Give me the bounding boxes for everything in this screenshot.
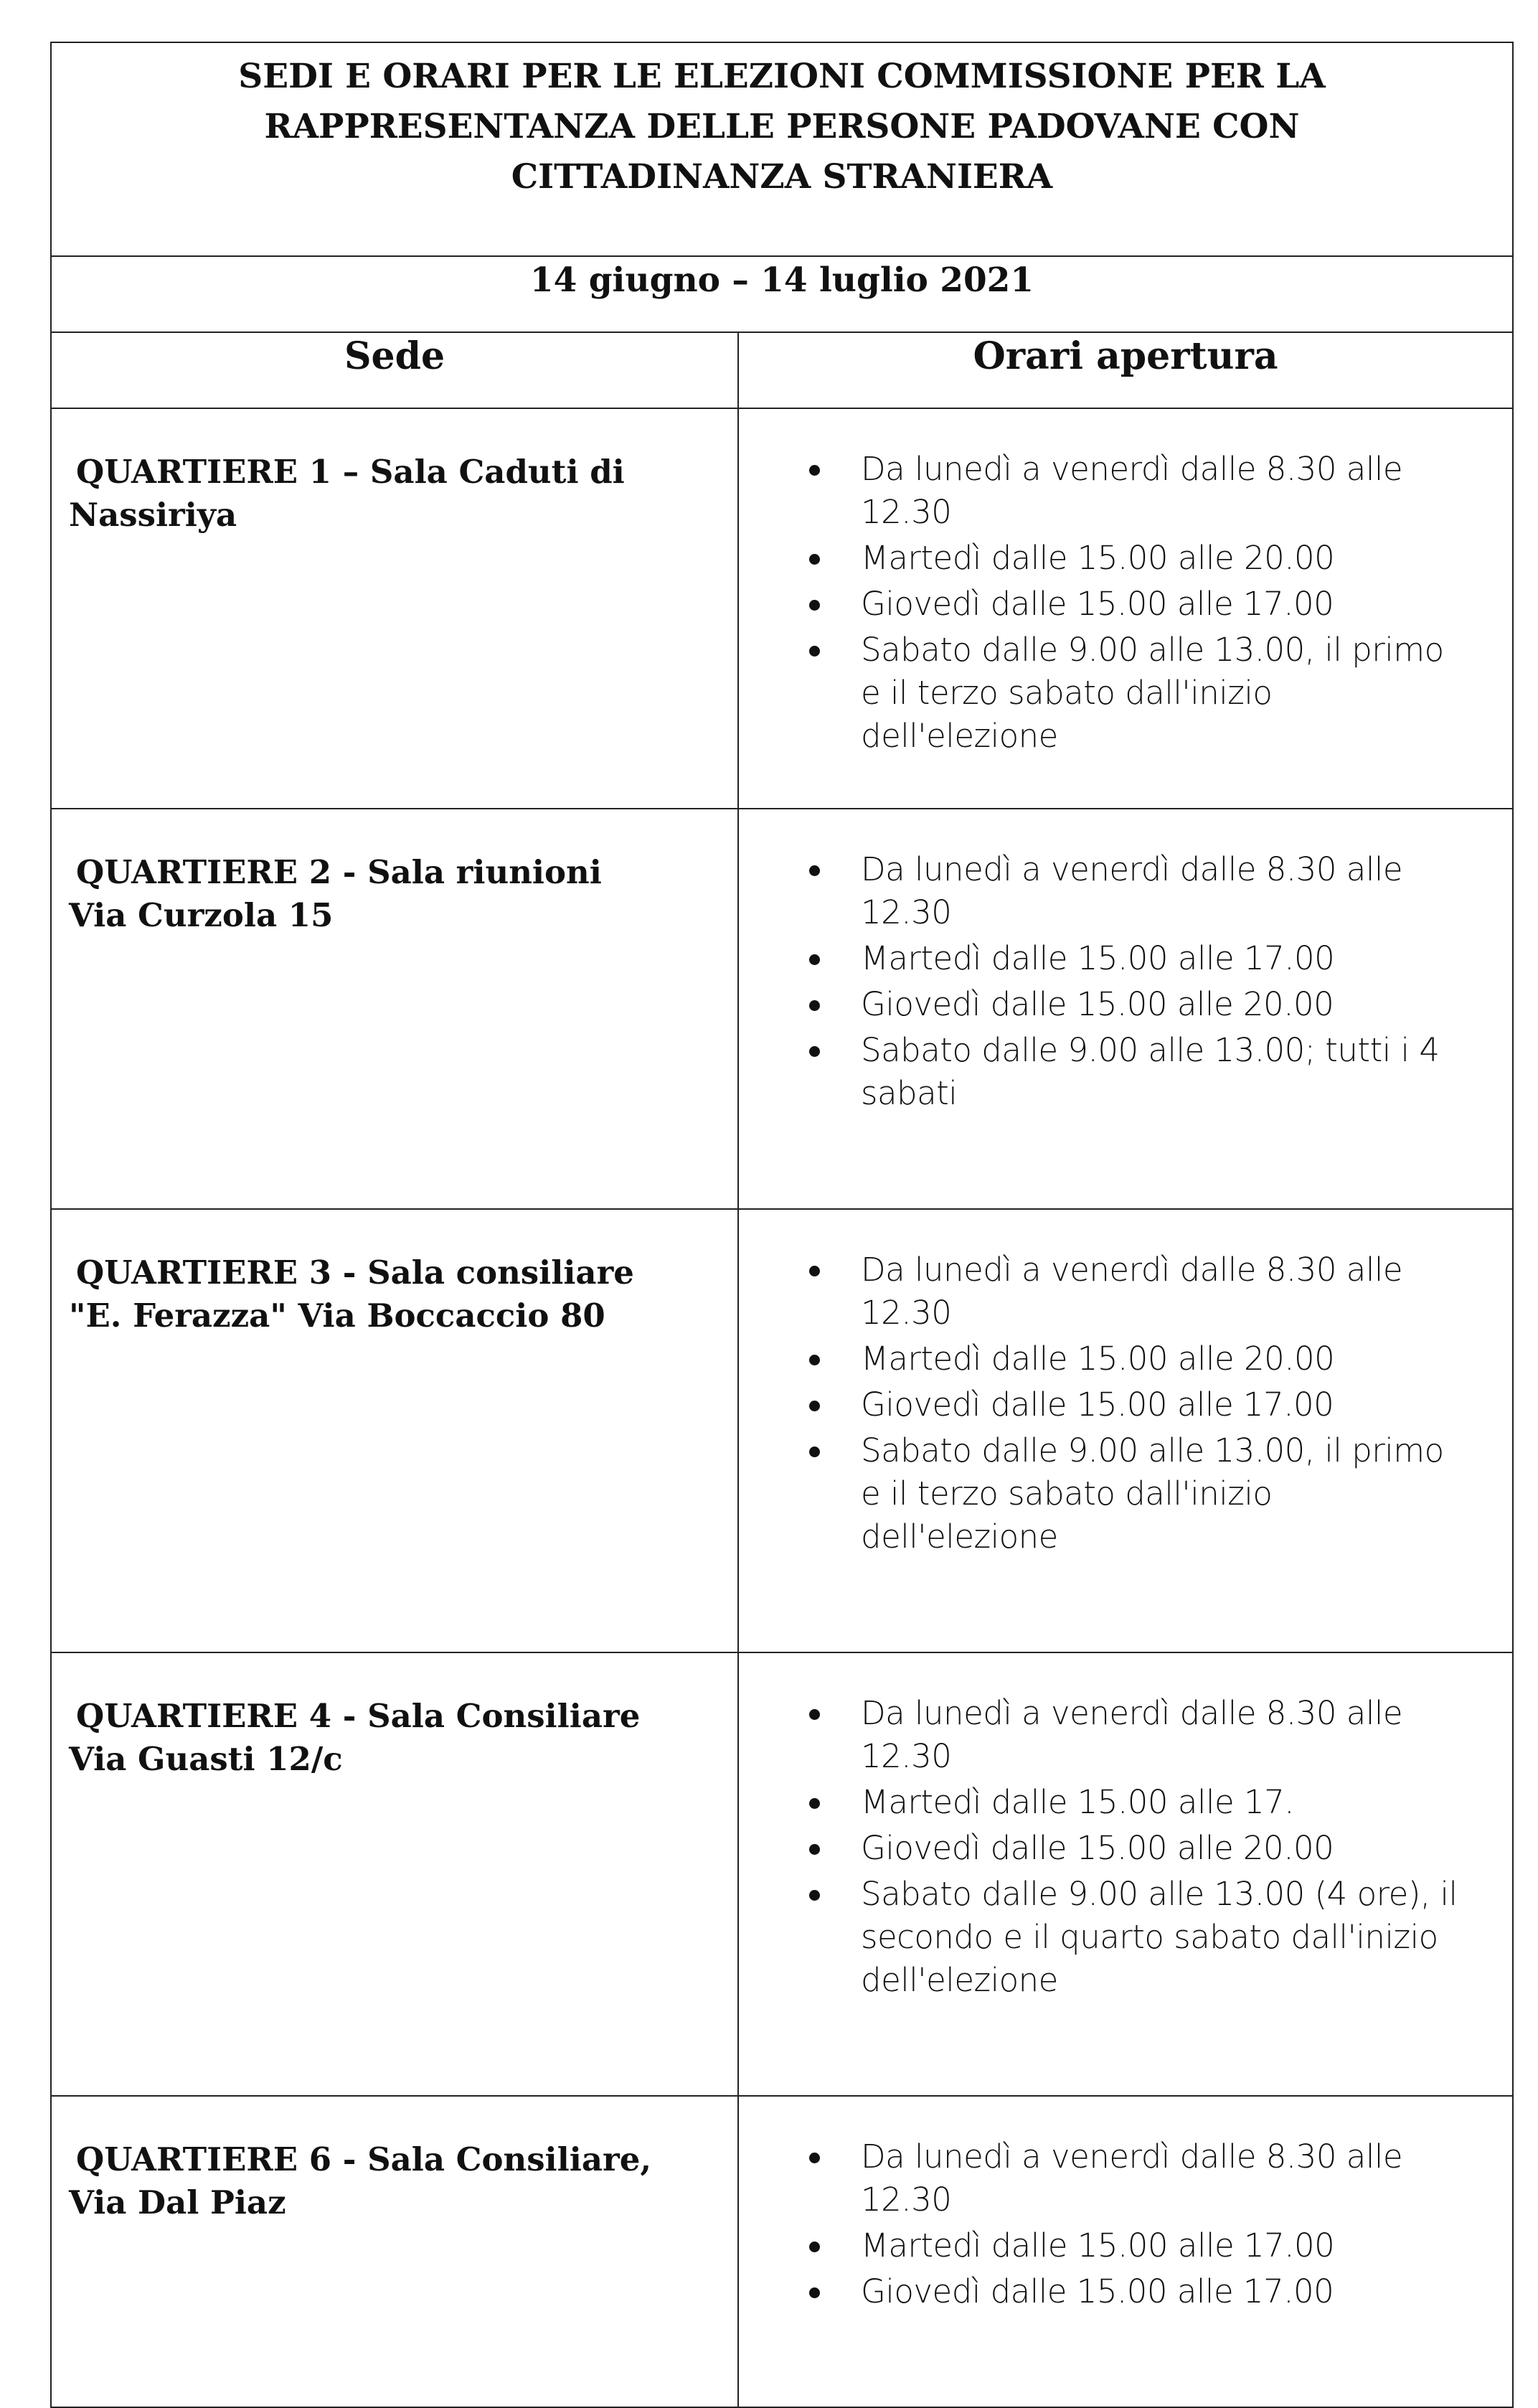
orari-list-item <box>861 448 1498 534</box>
orari-line: Martedì dalle 15.00 alle 17.00 <box>861 939 1335 977</box>
orari-line: Martedì dalle 15.00 alle 20.00 <box>861 1340 1335 1378</box>
orari-list-item <box>861 583 1498 626</box>
orari-line: Sabato dalle 9.00 alle 13.00, il primo <box>861 1431 1444 1469</box>
orari-cell <box>738 408 1513 809</box>
orari-line: Da lunedì a venerdì dalle 8.30 alle <box>861 1251 1403 1289</box>
table-row <box>51 809 1513 1209</box>
orari-cell <box>738 1209 1513 1652</box>
sede-line: QUARTIERE 4 - Sala Consiliare <box>76 1697 641 1735</box>
sede-line: QUARTIERE 6 - Sala Consiliare, <box>76 2140 652 2178</box>
document-title <box>51 42 1513 256</box>
sede-line: QUARTIERE 1 – Sala Caduti di <box>76 453 625 491</box>
column-header-orari: Orari apertura <box>738 332 1513 408</box>
orari-list-item <box>861 1029 1498 1115</box>
orari-line: Da lunedì a venerdì dalle 8.30 alle <box>861 1694 1403 1732</box>
column-header-sede: Sede <box>51 332 738 408</box>
orari-list-item <box>861 1781 1498 1824</box>
orari-line: dell'elezione <box>861 717 1058 755</box>
header-row <box>51 332 1513 408</box>
orari-line: Da lunedì a venerdì dalle 8.30 alle <box>861 2137 1403 2176</box>
orari-line: Sabato dalle 9.00 alle 13.00; tutti i 4 <box>861 1031 1440 1069</box>
orari-line: Giovedì dalle 15.00 alle 17.00 <box>861 585 1334 623</box>
sede-cell <box>51 408 738 809</box>
orari-line: 12.30 <box>861 893 952 931</box>
title-row <box>51 42 1513 256</box>
orari-list-item <box>861 983 1498 1026</box>
table-row <box>51 408 1513 809</box>
orari-line: dell'elezione <box>861 1961 1058 1999</box>
orari-line: secondo e il quarto sabato dall'inizio <box>861 1918 1438 1956</box>
orari-list-item <box>861 537 1498 580</box>
orari-list-item <box>861 2224 1498 2267</box>
orari-line: e il terzo sabato dall'inizio <box>861 674 1273 712</box>
sede-cell <box>51 1209 738 1652</box>
sede-cell <box>51 1652 738 2096</box>
title-line: CITTADINANZA STRANIERA <box>511 157 1053 197</box>
table-row <box>51 2096 1513 2407</box>
orari-list-item <box>861 937 1498 980</box>
orari-list-item <box>861 1873 1498 2002</box>
orari-line: 12.30 <box>861 1294 952 1332</box>
orari-line: Giovedì dalle 15.00 alle 17.00 <box>861 1386 1334 1424</box>
sede-line: Nassiriya <box>69 496 237 534</box>
title-line: RAPPRESENTANZA DELLE PERSONE PADOVANE CON <box>264 107 1300 146</box>
orari-line: Giovedì dalle 15.00 alle 20.00 <box>861 985 1334 1023</box>
orari-list <box>739 1248 1498 1558</box>
date-range-text: 14 giugno – 14 luglio 2021 <box>529 260 1034 300</box>
orari-list-item <box>861 1827 1498 1870</box>
orari-list-item <box>861 1383 1498 1426</box>
orari-line: Giovedì dalle 15.00 alle 17.00 <box>861 2272 1334 2310</box>
orari-line: e il terzo sabato dall'inizio <box>861 1475 1273 1513</box>
table-row <box>51 1209 1513 1652</box>
orari-line: Martedì dalle 15.00 alle 17. <box>861 1783 1295 1821</box>
orari-list <box>739 448 1498 758</box>
title-line: SEDI E ORARI PER LE ELEZIONI COMMISSIONE PER LA <box>238 57 1326 96</box>
sede-line: "E. Ferazza" Via Boccaccio 80 <box>69 1297 605 1335</box>
orari-list <box>739 2135 1498 2313</box>
orari-list-item <box>861 1248 1498 1335</box>
orari-list-item <box>861 1429 1498 1558</box>
sede-line: Via Dal Piaz <box>69 2183 286 2221</box>
orari-line: Sabato dalle 9.00 alle 13.00, il primo <box>861 631 1444 669</box>
date-range <box>51 256 1513 332</box>
sede-line: QUARTIERE 3 - Sala consiliare <box>76 1254 634 1292</box>
orari-line: Martedì dalle 15.00 alle 17.00 <box>861 2226 1335 2264</box>
orari-list-item <box>861 629 1498 758</box>
orari-line: Da lunedì a venerdì dalle 8.30 alle <box>861 450 1403 488</box>
sede-cell <box>51 2096 738 2407</box>
schedule-table <box>50 42 1514 2408</box>
orari-list-item <box>861 848 1498 934</box>
orari-line: 12.30 <box>861 493 952 531</box>
sede-line: Via Curzola 15 <box>69 896 334 934</box>
orari-line: dell'elezione <box>861 1518 1058 1556</box>
orari-line: Giovedì dalle 15.00 alle 20.00 <box>861 1829 1334 1867</box>
orari-list-item <box>861 1692 1498 1778</box>
sede-line: Via Guasti 12/c <box>69 1740 343 1778</box>
orari-list-item <box>861 2270 1498 2313</box>
orari-list-item <box>861 2135 1498 2221</box>
orari-list-item <box>861 1337 1498 1381</box>
orari-line: sabati <box>861 1074 958 1112</box>
orari-line: Sabato dalle 9.00 alle 13.00 (4 ore), il <box>861 1875 1458 1913</box>
table-row <box>51 1652 1513 2096</box>
date-row <box>51 256 1513 332</box>
sede-cell <box>51 809 738 1209</box>
orari-list <box>739 1692 1498 2002</box>
orari-cell <box>738 809 1513 1209</box>
sede-line: QUARTIERE 2 - Sala riunioni <box>76 853 602 891</box>
orari-line: 12.30 <box>861 1737 952 1775</box>
orari-line: Da lunedì a venerdì dalle 8.30 alle <box>861 850 1403 888</box>
orari-list <box>739 848 1498 1115</box>
orari-cell <box>738 1652 1513 2096</box>
orari-cell <box>738 2096 1513 2407</box>
orari-line: 12.30 <box>861 2181 952 2219</box>
orari-line: Martedì dalle 15.00 alle 20.00 <box>861 539 1335 577</box>
